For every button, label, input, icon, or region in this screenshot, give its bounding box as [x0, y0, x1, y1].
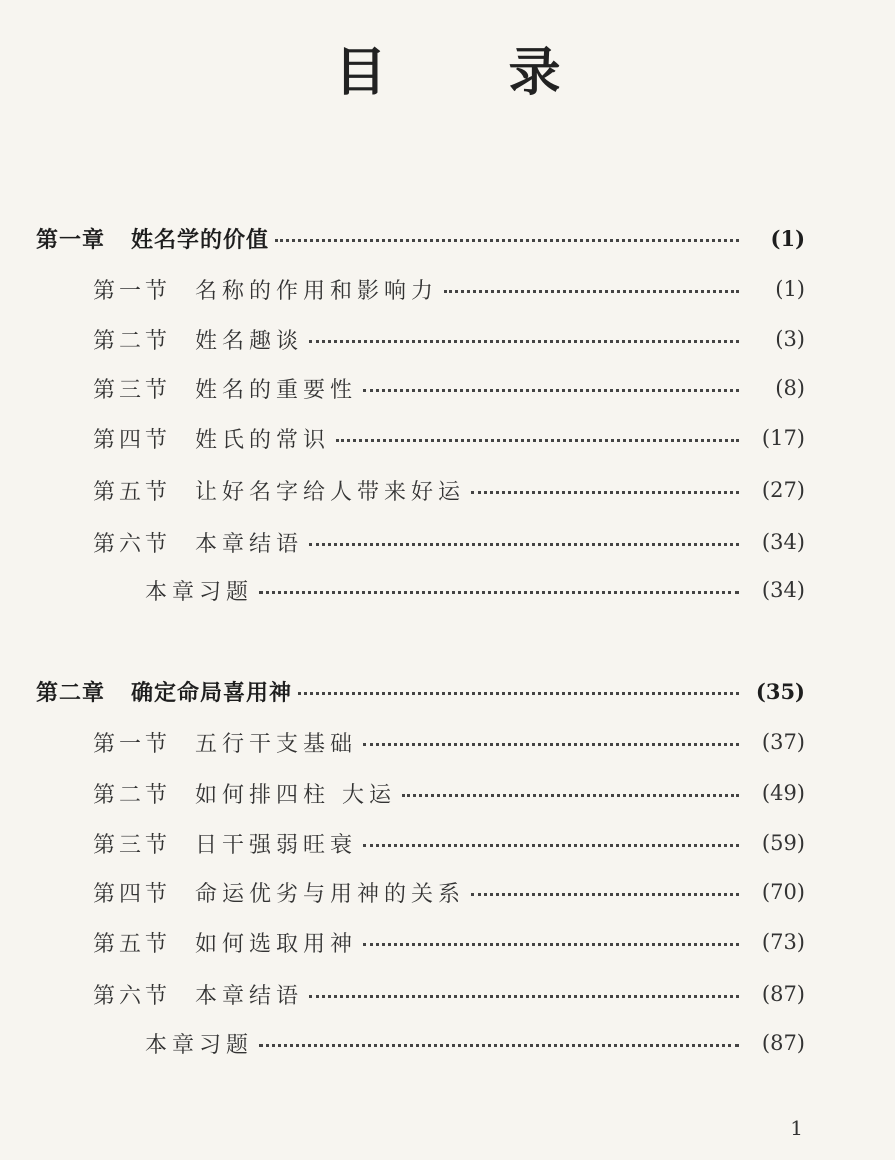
chapter-name: 确定命局喜用神 [131, 680, 293, 706]
page-reference: (73) [761, 930, 805, 954]
section-number: 第五节 [93, 931, 172, 957]
page-reference: (87) [761, 1031, 805, 1055]
section-name: 五行干支基础 [195, 731, 358, 757]
page-reference: (17) [761, 426, 805, 450]
toc-section[interactable] [0, 370, 895, 406]
exercise-name: 本章习题 [145, 1032, 254, 1058]
page-reference: (59) [761, 831, 805, 855]
exercise-name: 本章习题 [145, 579, 254, 605]
page-reference: (3) [775, 327, 805, 351]
section-number: 第六节 [93, 531, 172, 557]
toc-section[interactable] [0, 825, 895, 861]
dot-leader [444, 290, 739, 293]
page-reference: (8) [775, 376, 805, 400]
section-name: 名称的作用和影响力 [195, 278, 439, 304]
toc-chapter-1[interactable] [0, 220, 895, 256]
section-name: 让好名字给人带来好运 [195, 479, 466, 505]
toc-section[interactable] [0, 724, 895, 760]
section-name: 本章结语 [195, 531, 304, 557]
section-name: 姓名的重要性 [195, 377, 358, 403]
section-number: 第三节 [93, 377, 172, 403]
toc-exercise[interactable] [0, 1025, 895, 1061]
toc-section[interactable] [0, 924, 895, 960]
toc-chapter-2[interactable] [0, 673, 895, 709]
section-number: 第四节 [93, 427, 172, 453]
page-number: 1 [790, 1116, 803, 1140]
page-reference: (37) [761, 730, 805, 754]
section-number: 第二节 [93, 782, 172, 808]
section-number: 第五节 [93, 479, 172, 505]
page-title: 目 录 [334, 43, 613, 103]
section-name: 日干强弱旺衰 [195, 832, 358, 858]
page-reference: (87) [761, 982, 805, 1006]
dot-leader [336, 439, 739, 442]
dot-leader [259, 1044, 739, 1047]
page-reference: (27) [761, 478, 805, 502]
toc-section[interactable] [0, 420, 895, 456]
dot-leader [259, 591, 739, 594]
dot-leader [275, 239, 739, 242]
dot-leader [402, 794, 739, 797]
chapter-number: 第二章 [36, 680, 106, 706]
dot-leader [363, 743, 739, 746]
dot-leader [309, 995, 739, 998]
dot-leader [309, 543, 739, 546]
chapter-name: 姓名学的价值 [131, 227, 270, 253]
dot-leader [363, 389, 739, 392]
dot-leader [363, 844, 739, 847]
section-number: 第二节 [93, 328, 172, 354]
section-name: 姓氏的常识 [195, 427, 331, 453]
section-name: 如何排四柱 大运 [195, 782, 397, 808]
section-name: 命运优劣与用神的关系 [195, 881, 466, 907]
page-reference: (1) [775, 277, 805, 301]
toc-section[interactable] [0, 472, 895, 508]
section-name: 如何选取用神 [195, 931, 358, 957]
section-number: 第三节 [93, 832, 172, 858]
dot-leader [298, 692, 739, 695]
page-reference: (35) [755, 678, 805, 704]
section-number: 第一节 [93, 278, 172, 304]
toc-section[interactable] [0, 874, 895, 910]
toc-section[interactable] [0, 976, 895, 1012]
section-number: 第六节 [93, 983, 172, 1009]
toc-section[interactable] [0, 775, 895, 811]
toc-exercise[interactable] [0, 572, 895, 608]
dot-leader [471, 491, 739, 494]
page-reference: (49) [761, 781, 805, 805]
page-reference: (34) [761, 530, 805, 554]
chapter-number: 第一章 [36, 227, 106, 253]
toc-section[interactable] [0, 271, 895, 307]
section-number: 第一节 [93, 731, 172, 757]
dot-leader [363, 943, 739, 946]
toc-section[interactable] [0, 524, 895, 560]
page-reference: (70) [761, 880, 805, 904]
section-number: 第四节 [93, 881, 172, 907]
page-reference: (34) [761, 578, 805, 602]
dot-leader [471, 893, 739, 896]
toc-section[interactable] [0, 321, 895, 357]
page-reference: (1) [770, 225, 805, 251]
section-name: 本章结语 [195, 983, 304, 1009]
section-name: 姓名趣谈 [195, 328, 304, 354]
dot-leader [309, 340, 739, 343]
